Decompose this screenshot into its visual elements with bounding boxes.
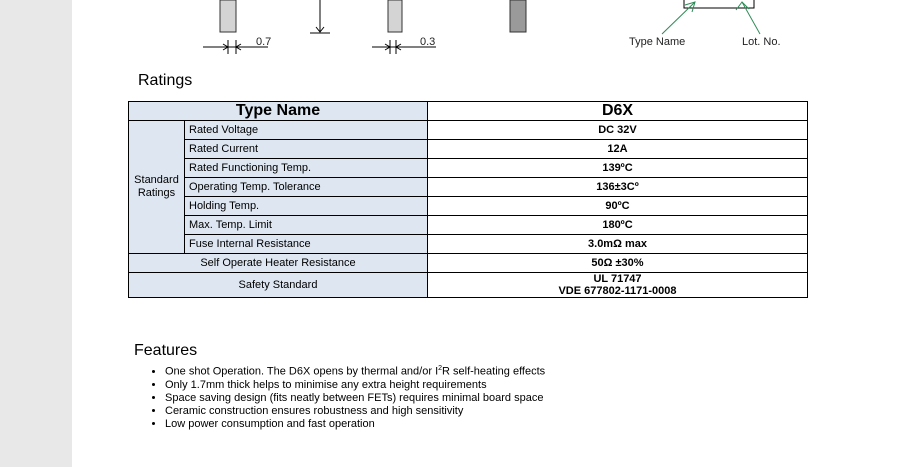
param-cell: Rated Voltage: [185, 121, 428, 140]
features-list: [134, 362, 545, 431]
lead-middle: [388, 0, 402, 32]
value-cell: 180ºC: [428, 216, 808, 235]
table-row: [129, 254, 808, 273]
value-cell: 139ºC: [428, 159, 808, 178]
table-row: [129, 235, 808, 254]
table-row: [129, 273, 808, 298]
standard-ratings-group: [129, 121, 185, 254]
value-cell: 90ºC: [428, 197, 808, 216]
table-row: [129, 121, 808, 140]
value-cell: 136±3Cº: [428, 178, 808, 197]
param-cell: Fuse Internal Resistance: [185, 235, 428, 254]
table-row: [129, 178, 808, 197]
value-cell: 3.0mΩ max: [428, 235, 808, 254]
param-cell: Operating Temp. Tolerance: [185, 178, 428, 197]
group-label-line2: Ratings: [137, 187, 176, 199]
leader-lot-no: [742, 2, 760, 34]
param-cell: Rated Functioning Temp.: [185, 159, 428, 178]
safety-value-line1: UL 71747: [593, 273, 642, 285]
dim-label-right: 0.3: [420, 36, 436, 48]
leader-type-name: [662, 2, 695, 34]
value-cell: DC 32V: [428, 121, 808, 140]
lead-right: [510, 0, 526, 32]
safety-value-line2: VDE 677802-1171-0008: [558, 285, 677, 297]
table-row: [129, 159, 808, 178]
ratings-table: [128, 101, 808, 298]
document-page: [72, 0, 911, 467]
type-name-header: Type Name: [129, 102, 428, 121]
table-row: [129, 140, 808, 159]
list-item: • Space saving design (fits neatly between FETs) requires minimal board space: [165, 392, 545, 405]
param-cell: Holding Temp.: [185, 197, 428, 216]
dimension-drawing: [72, 0, 911, 62]
list-item: • Ceramic construction ensures robustness and high sensitivity: [165, 405, 545, 418]
heater-value-cell: 50Ω ±30%: [428, 254, 808, 273]
dim-label-left: 0.7: [256, 36, 272, 48]
safety-value-cell: [428, 273, 808, 298]
heater-label-cell: Self Operate Heater Resistance: [129, 254, 428, 273]
list-item: • Only 1.7mm thick helps to minimise any extra height requirements: [165, 379, 545, 392]
lot-no-label: Lot. No.: [742, 36, 781, 48]
table-header-row: [129, 102, 808, 121]
safety-label-cell: Safety Standard: [129, 273, 428, 298]
table-row: [129, 197, 808, 216]
param-cell: Rated Current: [185, 140, 428, 159]
list-item: • One shot Operation. The D6X opens by thermal and/or $I^2R$ self-heating effects: [165, 362, 545, 379]
type-name-label: Type Name: [629, 36, 686, 48]
model-header: D6X: [428, 102, 808, 121]
table-row: [129, 216, 808, 235]
ratings-heading: Ratings: [138, 72, 193, 89]
features-heading: Features: [134, 342, 198, 359]
value-cell: 12A: [428, 140, 808, 159]
list-item: • Low power consumption and fast operation: [165, 418, 545, 431]
param-cell: Max. Temp. Limit: [185, 216, 428, 235]
group-label-line1: Standard: [134, 174, 179, 186]
lead-left: [220, 0, 236, 32]
